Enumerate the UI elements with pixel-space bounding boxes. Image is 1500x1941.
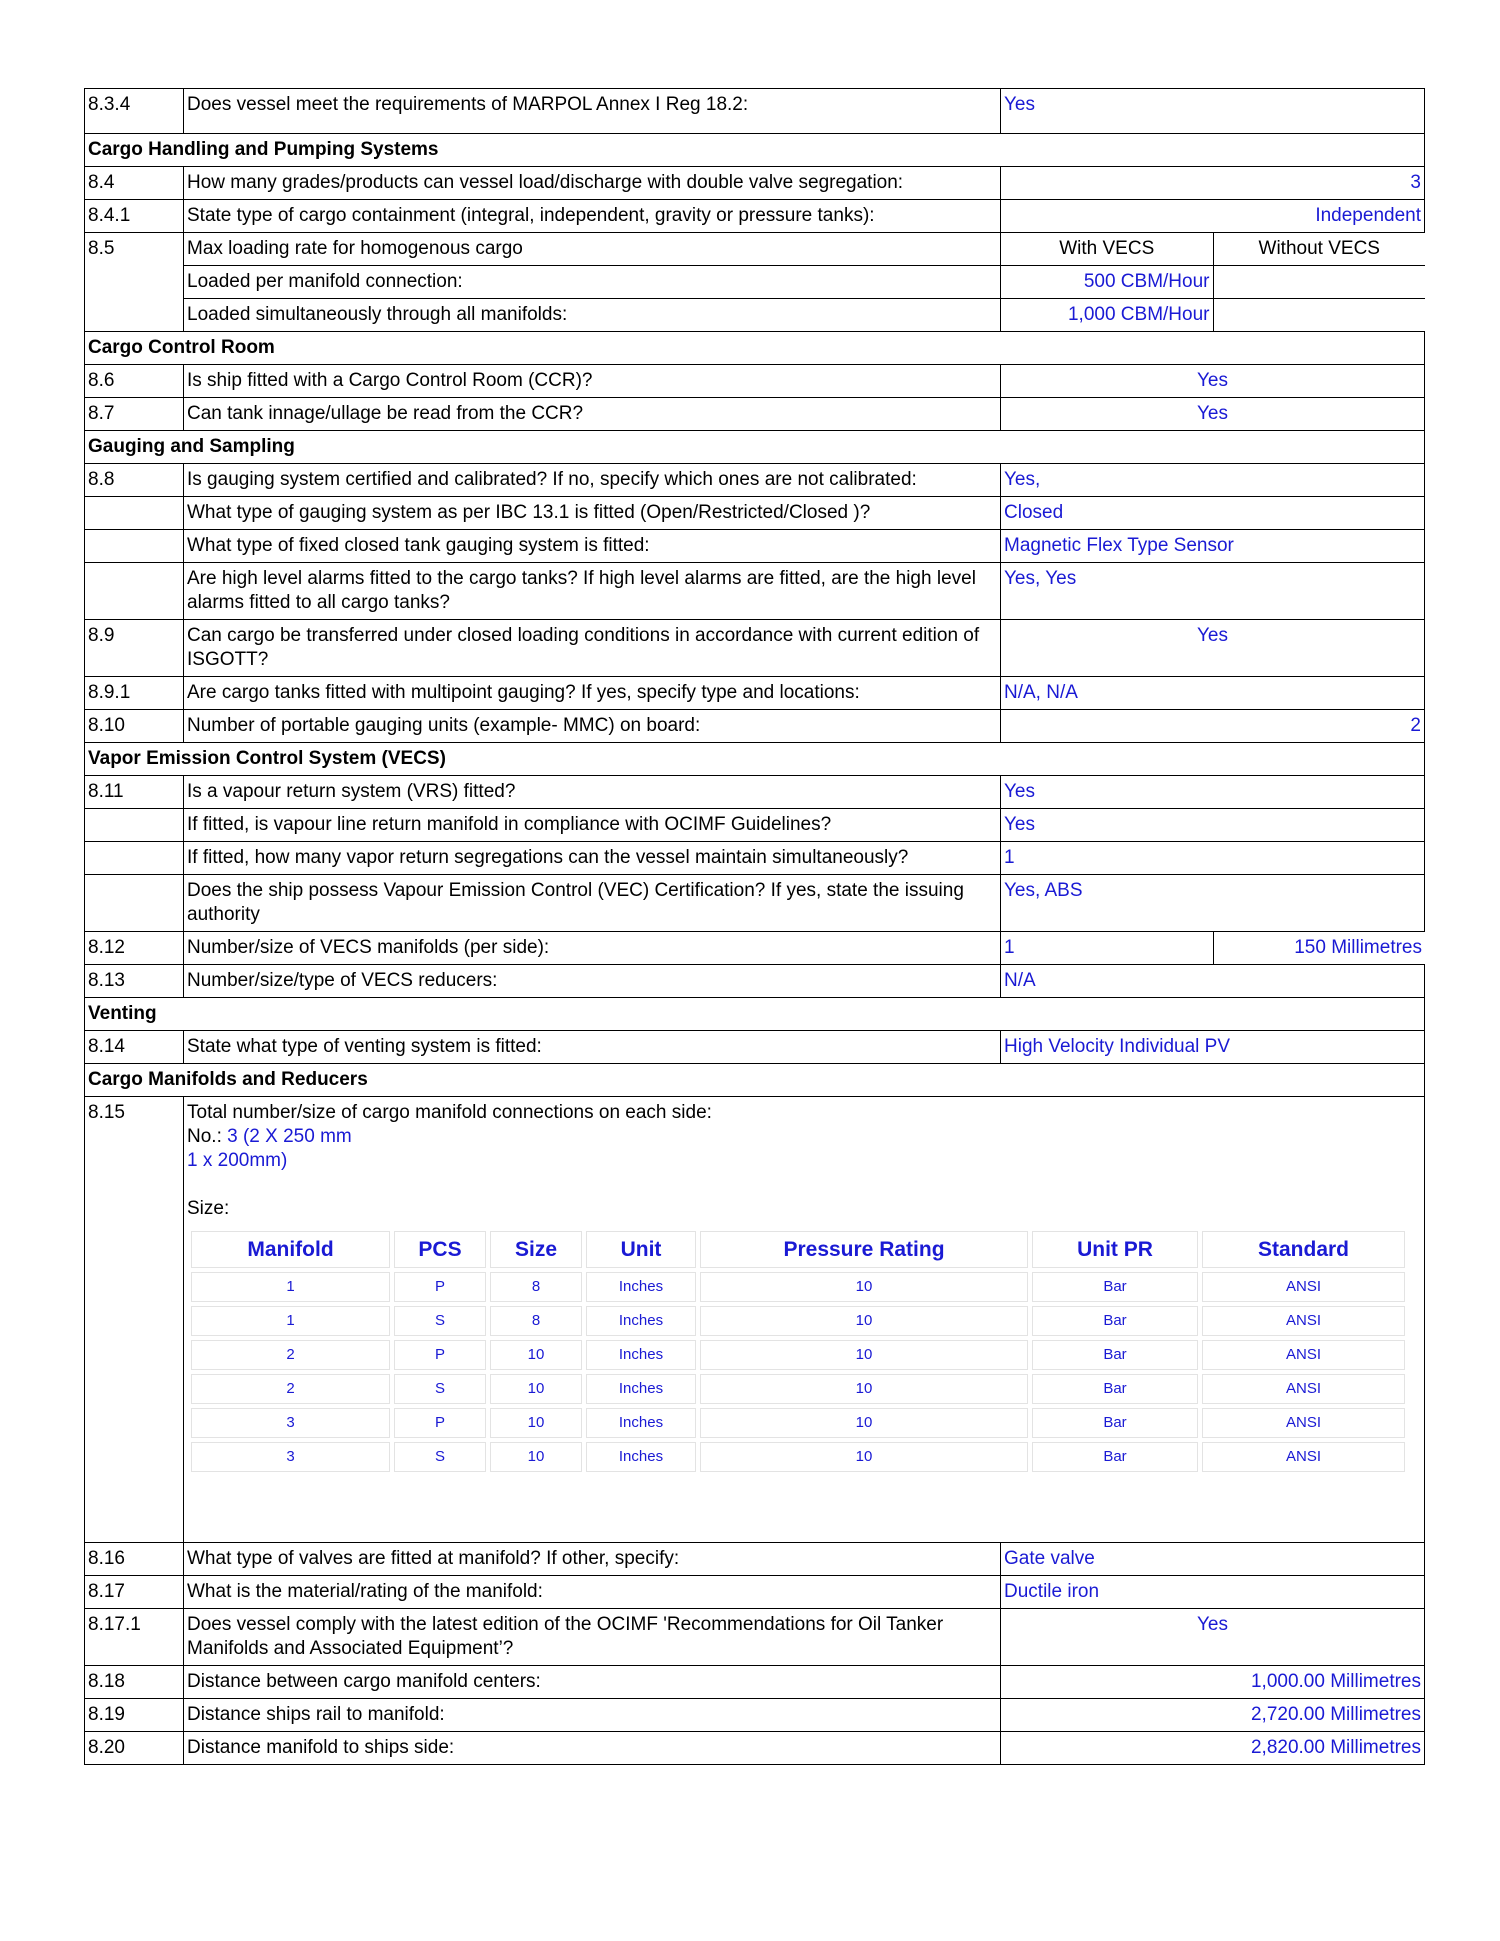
item-number: 8.19 — [85, 1699, 184, 1731]
item-number: 8.13 — [85, 965, 184, 997]
row-8-17-1 — [85, 1609, 1425, 1666]
row-8-11 — [85, 776, 1425, 809]
cell: 10 — [700, 1374, 1028, 1404]
cell: S — [394, 1374, 486, 1404]
section-cargo-handling — [85, 134, 1425, 167]
cell: Bar — [1032, 1272, 1198, 1302]
question: Is ship fitted with a Cargo Control Room (CCR)? — [184, 365, 1001, 397]
answer: Yes — [1001, 398, 1425, 430]
cell: Inches — [586, 1272, 696, 1302]
cell: Inches — [586, 1340, 696, 1370]
answer: High Velocity Individual PV — [1001, 1031, 1425, 1063]
cell: Bar — [1032, 1374, 1198, 1404]
section-venting — [85, 998, 1425, 1031]
question: If fitted, how many vapor return segregations can the vessel maintain simultaneously? — [184, 842, 1001, 874]
cell: 10 — [490, 1408, 582, 1438]
question: Is gauging system certified and calibrated? If no, specify which ones are not calibrated: — [184, 464, 1001, 496]
row-8-9 — [85, 620, 1425, 677]
row-8-15 — [85, 1097, 1425, 1543]
question: Distance ships rail to manifold: — [184, 1699, 1001, 1731]
item-number: 8.5 — [85, 233, 184, 331]
item-number — [85, 530, 184, 562]
cell: 2 — [191, 1374, 390, 1404]
questionnaire-table — [84, 88, 1425, 1765]
cell: Inches — [586, 1408, 696, 1438]
section-title: Vapor Emission Control System (VECS) — [85, 743, 1425, 775]
row-8-8-d — [85, 563, 1425, 620]
table-row — [191, 1442, 1405, 1472]
cell: ANSI — [1202, 1340, 1405, 1370]
loading-per-manifold — [184, 266, 1425, 299]
table-row — [191, 1340, 1405, 1370]
answer-with-vecs: 500 CBM/Hour — [1001, 266, 1214, 298]
question: Total number/size of cargo manifold connections on each side: — [187, 1102, 712, 1123]
answer: Magnetic Flex Type Sensor — [1001, 530, 1425, 562]
question: Are high level alarms fitted to the cargo tanks? If high level alarms are fitted, are the high level alarms fitted to all cargo tanks? — [184, 563, 1001, 619]
item-number: 8.18 — [85, 1666, 184, 1698]
cell: 10 — [700, 1442, 1028, 1472]
question: How many grades/products can vessel load/discharge with double valve segregation: — [184, 167, 1001, 199]
question: Number of portable gauging units (example- MMC) on board: — [184, 710, 1001, 742]
row-8-19 — [85, 1699, 1425, 1732]
no-value-cont: 1 x 200mm) — [187, 1150, 288, 1171]
cell: P — [394, 1340, 486, 1370]
answer: Yes — [1001, 89, 1425, 133]
cell: 10 — [700, 1272, 1028, 1302]
size-label: Size: — [187, 1198, 230, 1219]
item-number: 8.3.4 — [85, 89, 184, 133]
answer: Yes, Yes — [1001, 563, 1425, 619]
cell: P — [394, 1408, 486, 1438]
question: Max loading rate for homogenous cargo — [184, 233, 1001, 265]
item-number: 8.10 — [85, 710, 184, 742]
cell: 10 — [700, 1306, 1028, 1336]
question: Is a vapour return system (VRS) fitted? — [184, 776, 1001, 808]
manifold-table-header — [191, 1231, 1405, 1268]
answer: Ductile iron — [1001, 1576, 1425, 1608]
item-number: 8.17 — [85, 1576, 184, 1608]
answer: Yes — [1001, 809, 1425, 841]
section-title: Cargo Manifolds and Reducers — [85, 1064, 1425, 1096]
table-row — [191, 1374, 1405, 1404]
answer: Yes — [1001, 620, 1425, 676]
loading-rate-header — [184, 233, 1425, 266]
answer: N/A, N/A — [1001, 677, 1425, 709]
row-8-8 — [85, 464, 1425, 497]
question: Does vessel comply with the latest edition of the OCIMF 'Recommendations for Oil Tanker Manifolds and Associated Equipment’? — [184, 1609, 1001, 1665]
question: If fitted, is vapour line return manifold in compliance with OCIMF Guidelines? — [184, 809, 1001, 841]
item-number: 8.11 — [85, 776, 184, 808]
cell: 3 — [191, 1442, 390, 1472]
answer: 2,820.00 Millimetres — [1001, 1732, 1425, 1764]
answer: Yes — [1001, 1609, 1425, 1665]
question: What type of valves are fitted at manifold? If other, specify: — [184, 1543, 1001, 1575]
cell: ANSI — [1202, 1374, 1405, 1404]
cell: 8 — [490, 1306, 582, 1336]
answer: Closed — [1001, 497, 1425, 529]
col-manifold: Manifold — [191, 1231, 390, 1268]
cell: S — [394, 1442, 486, 1472]
cell: 10 — [490, 1340, 582, 1370]
question: Are cargo tanks fitted with multipoint gauging? If yes, specify type and locations: — [184, 677, 1001, 709]
answer-without-vecs — [1214, 299, 1426, 331]
answer-without-vecs — [1214, 266, 1426, 298]
cell: 1 — [191, 1272, 390, 1302]
row-8-4-1 — [85, 200, 1425, 233]
row-8-6 — [85, 365, 1425, 398]
section-title: Cargo Control Room — [85, 332, 1425, 364]
question: Loaded simultaneously through all manifolds: — [184, 299, 1001, 331]
section-manifolds — [85, 1064, 1425, 1097]
question: What type of fixed closed tank gauging system is fitted: — [184, 530, 1001, 562]
answer: Independent — [1001, 200, 1425, 232]
question: What type of gauging system as per IBC 13.1 is fitted (Open/Restricted/Closed )? — [184, 497, 1001, 529]
cell: Inches — [586, 1442, 696, 1472]
item-number — [85, 497, 184, 529]
question: State type of cargo containment (integral, independent, gravity or pressure tanks): — [184, 200, 1001, 232]
cell: 10 — [490, 1442, 582, 1472]
item-number — [85, 809, 184, 841]
cell: 10 — [700, 1340, 1028, 1370]
row-8-11-c — [85, 842, 1425, 875]
table-row — [191, 1408, 1405, 1438]
item-number: 8.9 — [85, 620, 184, 676]
col-size: Size — [490, 1231, 582, 1268]
answer: Yes, ABS — [1001, 875, 1425, 931]
item-number: 8.17.1 — [85, 1609, 184, 1665]
item-number: 8.20 — [85, 1732, 184, 1764]
loading-all-manifolds — [184, 299, 1425, 331]
section-gauging — [85, 431, 1425, 464]
cell: 1 — [191, 1306, 390, 1336]
table-row — [191, 1306, 1405, 1336]
row-8-16 — [85, 1543, 1425, 1576]
row-8-18 — [85, 1666, 1425, 1699]
cell: 10 — [700, 1408, 1028, 1438]
cell: ANSI — [1202, 1442, 1405, 1472]
answer: 1 — [1001, 842, 1425, 874]
cell: 3 — [191, 1408, 390, 1438]
no-value: 3 (2 X 250 mm — [221, 1126, 352, 1147]
item-number: 8.4 — [85, 167, 184, 199]
row-8-9-1 — [85, 677, 1425, 710]
question: Can cargo be transferred under closed loading conditions in accordance with current edition of ISGOTT? — [184, 620, 1001, 676]
question: State what type of venting system is fitted: — [184, 1031, 1001, 1063]
cell: Bar — [1032, 1408, 1198, 1438]
item-number — [85, 875, 184, 931]
no-label: No.: — [187, 1126, 222, 1147]
row-8-5 — [85, 233, 1425, 332]
table-row — [191, 1272, 1405, 1302]
section-title: Gauging and Sampling — [85, 431, 1425, 463]
answer: Yes, — [1001, 464, 1425, 496]
item-number: 8.16 — [85, 1543, 184, 1575]
cell: 2 — [191, 1340, 390, 1370]
row-8-20 — [85, 1732, 1425, 1765]
question: Number/size/type of VECS reducers: — [184, 965, 1001, 997]
row-8-11-b — [85, 809, 1425, 842]
question: What is the material/rating of the manifold: — [184, 1576, 1001, 1608]
row-8-14 — [85, 1031, 1425, 1064]
cell: ANSI — [1202, 1306, 1405, 1336]
cell: Inches — [586, 1306, 696, 1336]
item-number: 8.8 — [85, 464, 184, 496]
cell: 10 — [490, 1374, 582, 1404]
cell: ANSI — [1202, 1272, 1405, 1302]
answer-count: 1 — [1001, 932, 1214, 964]
col-unit-pr: Unit PR — [1032, 1231, 1198, 1268]
item-number: 8.7 — [85, 398, 184, 430]
col-pressure-rating: Pressure Rating — [700, 1231, 1028, 1268]
answer: 1,000.00 Millimetres — [1001, 1666, 1425, 1698]
row-8-8-b — [85, 497, 1425, 530]
item-number: 8.12 — [85, 932, 184, 964]
cell: P — [394, 1272, 486, 1302]
section-title: Venting — [85, 998, 1425, 1030]
answer-size: 150 Millimetres — [1294, 937, 1422, 958]
item-number — [85, 842, 184, 874]
question: Does the ship possess Vapour Emission Control (VEC) Certification? If yes, state the issuing authority — [184, 875, 1001, 931]
cell: Bar — [1032, 1442, 1198, 1472]
answer: 2 — [1001, 710, 1425, 742]
answer: 2,720.00 Millimetres — [1001, 1699, 1425, 1731]
question: Does vessel meet the requirements of MARPOL Annex I Reg 18.2: — [184, 89, 1001, 133]
row-8-13 — [85, 965, 1425, 998]
row-8-12 — [85, 932, 1425, 965]
col-unit: Unit — [586, 1231, 696, 1268]
section-title: Cargo Handling and Pumping Systems — [85, 134, 1425, 166]
section-ccr — [85, 332, 1425, 365]
answer: 3 — [1001, 167, 1425, 199]
answer: N/A — [1001, 965, 1425, 997]
item-number: 8.14 — [85, 1031, 184, 1063]
question: Distance between cargo manifold centers: — [184, 1666, 1001, 1698]
answer: Gate valve — [1001, 1543, 1425, 1575]
answer: Yes — [1001, 365, 1425, 397]
answer-with-vecs: 1,000 CBM/Hour — [1001, 299, 1214, 331]
with-vecs-header: With VECS — [1001, 233, 1214, 265]
cell: Bar — [1032, 1306, 1198, 1336]
row-8-11-d — [85, 875, 1425, 932]
item-number: 8.9.1 — [85, 677, 184, 709]
item-number — [85, 563, 184, 619]
cell: Bar — [1032, 1340, 1198, 1370]
item-number: 8.4.1 — [85, 200, 184, 232]
row-8-10 — [85, 710, 1425, 743]
col-standard: Standard — [1202, 1231, 1405, 1268]
question: Can tank innage/ullage be read from the CCR? — [184, 398, 1001, 430]
col-pcs: PCS — [394, 1231, 486, 1268]
row-8-17 — [85, 1576, 1425, 1609]
question: Loaded per manifold connection: — [184, 266, 1001, 298]
without-vecs-header: Without VECS — [1258, 238, 1380, 259]
item-number: 8.15 — [85, 1097, 184, 1542]
cell: 8 — [490, 1272, 582, 1302]
manifold-details — [184, 1097, 1425, 1542]
question: Distance manifold to ships side: — [184, 1732, 1001, 1764]
cell: Inches — [586, 1374, 696, 1404]
manifold-table — [187, 1227, 1409, 1476]
question: Number/size of VECS manifolds (per side): — [184, 932, 1001, 964]
cell: S — [394, 1306, 486, 1336]
cell: ANSI — [1202, 1408, 1405, 1438]
item-number: 8.6 — [85, 365, 184, 397]
row-8-7 — [85, 398, 1425, 431]
section-vecs — [85, 743, 1425, 776]
row-8-8-c — [85, 530, 1425, 563]
row-8-3-4 — [85, 89, 1425, 134]
answer: Yes — [1001, 776, 1425, 808]
row-8-4 — [85, 167, 1425, 200]
